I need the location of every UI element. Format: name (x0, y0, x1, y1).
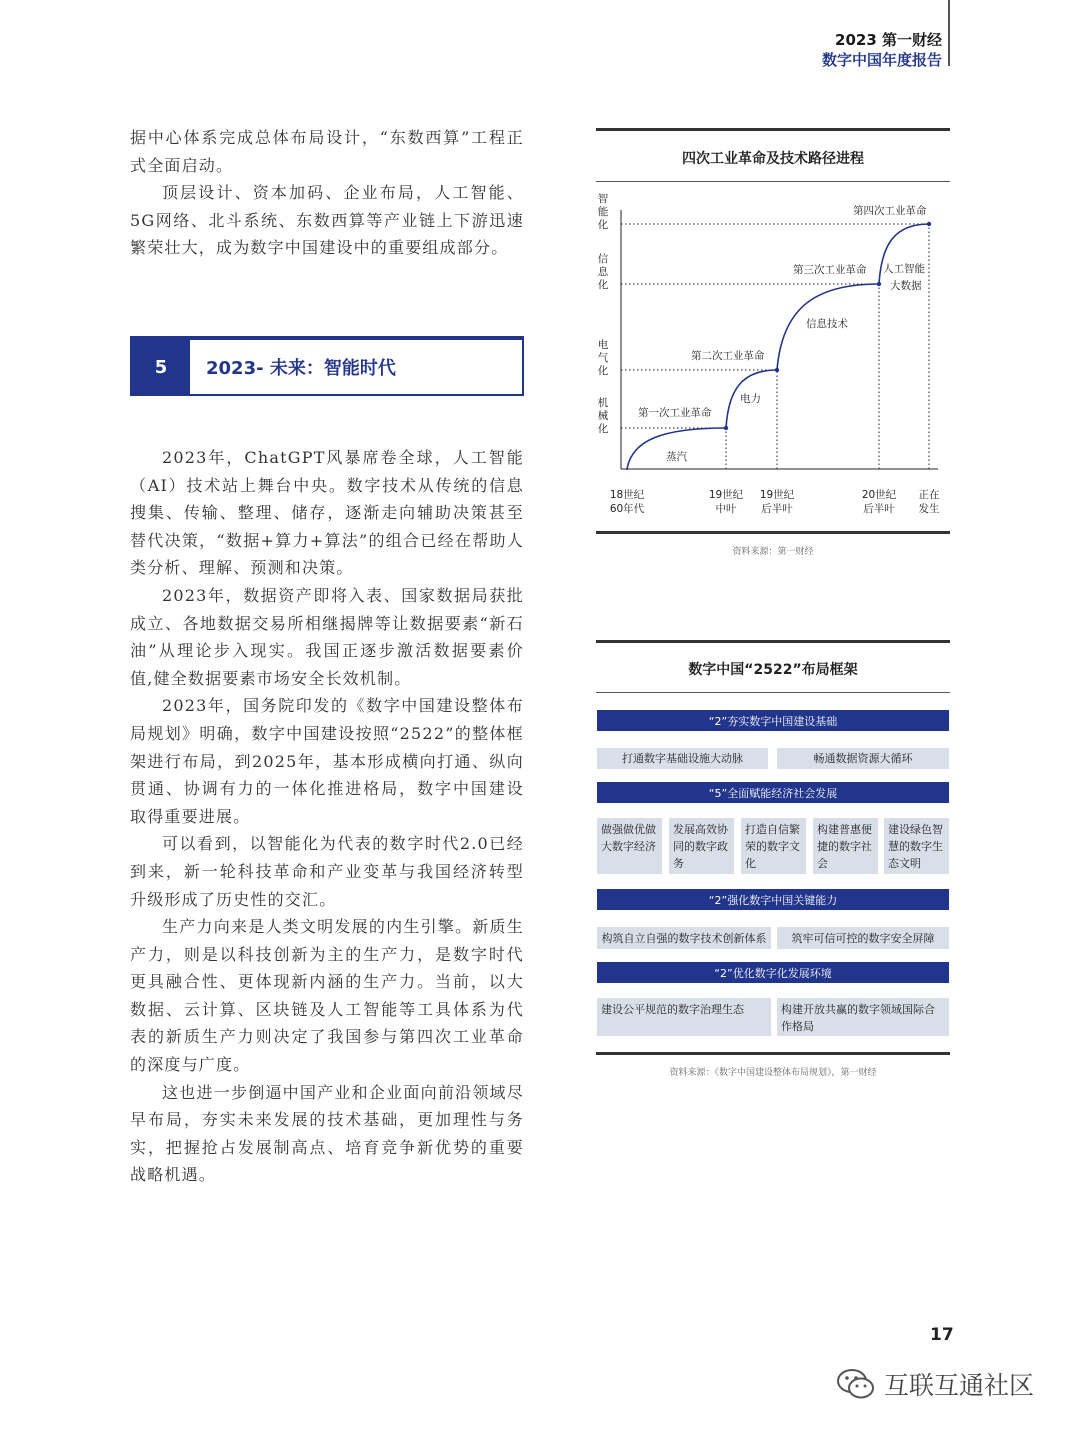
framework-item: 畅通数据资源大循环 (777, 748, 949, 769)
header-divider (948, 0, 950, 66)
intro-text (130, 124, 524, 262)
figure2-top-rule (596, 640, 950, 643)
framework-item: 做强做优做大数字经济 (597, 818, 662, 874)
body-paragraph: 这也进一步倒逼中国产业和企业面向前沿领域尽早布局，夯实未来发展的技术基础，更加理性与务实，把握抢占发展制高点、培育竞争新优势的重要战略机遇。 (130, 1082, 524, 1185)
figure1-title: 四次工业革命及技术路径进程 (682, 151, 864, 167)
x-tick-label: 19世纪 (708, 489, 744, 501)
x-tick-label: 发生 (918, 503, 940, 515)
figure2-title-rule (596, 692, 950, 693)
technology-label: 人工智能 (883, 263, 925, 275)
framework-item: 打通数字基础设施大动脉 (597, 748, 768, 769)
framework-band-environment: “2”优化数字化发展环境 (597, 962, 949, 983)
watermark (836, 1366, 1034, 1402)
section-number: 5 (132, 340, 190, 394)
revolution-label: 第四次工业革命 (853, 205, 927, 217)
revolution-label: 第三次工业革命 (793, 264, 867, 276)
framework-item: 打造自信繁荣的数字文化 (741, 818, 806, 874)
figure2-source: 资料来源：《数字中国建设整体布局规划》，第一财经 (669, 1068, 877, 1078)
body-paragraph: 2023年，国务院印发的《数字中国建设整体布局规划》明确，数字中国建设按照“2522”的整体框架进行布局，到2025年，基本形成横向打通、纵向贯通、协调有力的一体化推进格局，数字中国建设取得重要进展。 (130, 696, 524, 826)
framework-item: 构建开放共赢的数字领域国际合作格局 (777, 998, 949, 1036)
y-level-label: 息 (597, 266, 609, 278)
x-tick-label: 20世纪 (861, 489, 897, 501)
y-level-label: 化 (597, 219, 609, 231)
stage-curve (879, 224, 929, 284)
x-tick-label: 正在 (918, 489, 940, 501)
y-level-label: 机 (597, 397, 609, 409)
framework-item: 建设公平规范的数字治理生态 (597, 998, 771, 1036)
section-title: 2023- 未来：智能时代 (206, 358, 396, 379)
body-paragraph: 2023年，数据资产即将入表、国家数据局获批成立、各地数据交易所相继揭牌等让数据要素“新石油”从理论步入现实。我国正逐步激活数据要素价值,健全数据要素市场安全长效机制。 (130, 585, 524, 688)
stage-point (927, 222, 931, 226)
y-level-label: 化 (597, 423, 609, 435)
framework-band-foundation: “2”夯实数字中国建设基础 (597, 710, 949, 731)
framework-item: 构筑自立自强的数字技术创新体系 (597, 927, 771, 949)
figure1-source: 资料来源：第一财经 (732, 547, 814, 557)
x-tick-label: 19世纪 (759, 489, 795, 501)
technology-label: 大数据 (890, 280, 922, 292)
figure1-bottom-rule (596, 531, 950, 534)
figure1-top-rule (596, 128, 950, 131)
watermark-text: 互联互通社区 (884, 1371, 1035, 1400)
framework-item: 构建普惠便捷的数字社会 (813, 818, 878, 874)
y-level-label: 械 (597, 410, 609, 422)
header-line-1: 2023 第一财经 (835, 31, 942, 49)
x-tick-label: 后半叶 (863, 503, 895, 515)
x-tick-label: 后半叶 (761, 503, 793, 515)
y-level-label: 化 (597, 279, 609, 291)
y-level-label: 信 (597, 253, 609, 265)
x-tick-label: 中叶 (715, 503, 737, 515)
framework-item: 筑牢可信可控的数字安全屏障 (777, 927, 949, 949)
body-paragraph: 2023年，ChatGPT风暴席卷全球，人工智能（AI）技术站上舞台中央。数字技术从传统的信息搜集、传输、整理、储存，逐渐走向辅助决策甚至替代决策，“数据+算力+算法”的组合已经在帮助人类分析、理解、预测和决策。 (130, 448, 524, 578)
intro-paragraph: 顶层设计、资本加码、企业布局，人工智能、5G网络、北斗系统、东数西算等产业链上下游迅速繁荣壮大，成为数字中国建设中的重要组成部分。 (130, 183, 524, 258)
y-level-label: 电 (597, 339, 609, 351)
framework-band-empower: “5”全面赋能经济社会发展 (597, 782, 949, 803)
intro-paragraph: 据中心体系完成总体布局设计，“东数西算”工程正式全面启动。 (130, 128, 524, 175)
x-tick-label: 60年代 (609, 503, 645, 515)
body-paragraph: 生产力向来是人类文明发展的内生引擎。新质生产力，则是以科技创新为主的生产力，是数字时代更具融合性、更体现新内涵的生产力。当前，以大数据、云计算、区块链及人工智能等工具体系为代表的新质生产力则决定了我国参与第四次工业革命的深度与广度。 (130, 917, 524, 1075)
figure1-title-rule (596, 181, 950, 182)
technology-label: 蒸汽 (666, 451, 687, 463)
x-tick-label: 18世纪 (609, 489, 645, 501)
body-paragraph: 可以看到，以智能化为代表的数字时代2.0已经到来，新一轮科技革命和产业变革与我国经济转型升级形成了历史性的交汇。 (130, 834, 524, 909)
technology-label: 信息技术 (806, 318, 848, 330)
framework-item: 建设绿色智慧的数字生态文明 (884, 818, 949, 874)
page-number: 17 (930, 1325, 954, 1345)
y-level-label: 化 (597, 365, 609, 377)
revolution-label: 第二次工业革命 (691, 350, 765, 362)
framework-band-capability: “2”强化数字中国关键能力 (597, 889, 949, 910)
section-heading (130, 338, 524, 396)
revolution-label: 第一次工业革命 (638, 407, 712, 419)
y-level-label: 智 (597, 193, 609, 205)
header-line-2: 数字中国年度报告 (821, 51, 942, 69)
running-header (822, 30, 942, 70)
wechat-icon (836, 1367, 876, 1401)
framework-item: 发展高效协同的数字政务 (669, 818, 734, 874)
y-level-label: 气 (597, 352, 609, 364)
article-body (130, 444, 524, 1189)
y-level-label: 能 (597, 206, 609, 218)
figure2-title: 数字中国“2522”布局框架 (688, 662, 858, 678)
figure2-bottom-rule (596, 1052, 950, 1055)
industrial-revolution-chart (596, 190, 950, 530)
technology-label: 电力 (740, 393, 761, 405)
